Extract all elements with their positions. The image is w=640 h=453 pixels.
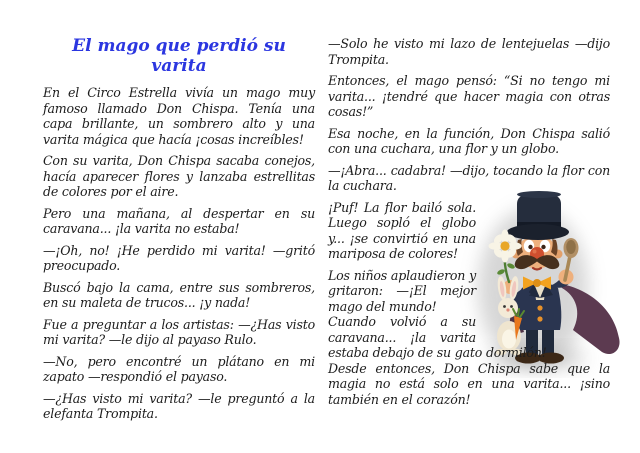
left-column <box>43 36 315 428</box>
right-paragraph-3: Esa noche, en la función, Don Chispa salió con una cuchara, una flor y un globo. <box>328 125 610 156</box>
left-paragraph-3: Pero una mañana, al despertar en su caravana... ¡la varita no estaba! <box>43 205 315 236</box>
right-paragraph-7: Cuando volvió a su caravana... ¡la varita estaba debajo de su gato dormilón! <box>328 314 547 360</box>
right-paragraph-6: Los niños aplaudieron y gritaron: —¡El mejor mago del mundo! <box>328 267 476 314</box>
button <box>537 305 542 310</box>
left-paragraph-5: Buscó bajo la cama, entre sus sombreros, en su maleta de trucos... ¡y nada! <box>43 279 315 310</box>
magician-illustration <box>482 200 610 356</box>
story-title: El mago que perdió su varita <box>72 36 286 76</box>
right-paragraph-8: Desde entonces, Don Chispa sabe que la magia no está solo en una varita... ¡sino también en el corazón! <box>328 360 610 407</box>
left-paragraph-2: Con su varita, Don Chispa sacaba conejos, hacía aparecer flores y lanzaba estrellitas de colores por el aire. <box>43 153 315 199</box>
left-paragraph-7: —No, pero encontré un plátano en mi zapato —respondió el payaso. <box>43 353 315 384</box>
left-paragraph-1: En el Circo Estrella vivía un mago muy famoso llamado Don Chispa. Tenía una capa brillante, un sombrero alto y una varita mágica que hacía ¡cosas increíbles! <box>43 85 315 147</box>
button <box>537 316 542 321</box>
right-paragraph-2: Entonces, el mago pensó: “Si no tengo mi varita... ¡tendré que hacer magia con otras cosas!” <box>328 73 610 119</box>
right-paragraph-1: —Solo he visto mi lazo de lentejuelas —dijo Trompita. <box>328 36 610 67</box>
magician-face <box>512 235 563 269</box>
right-paragraph-5: ¡Puf! La flor bailó sola. Luego sopló el globo y... ¡se convirtió en una mariposa de colores! <box>328 199 476 261</box>
left-paragraph-6: Fue a preguntar a los artistas: —¿Has visto mi varita? —le dijo al payaso Rulo. <box>43 316 315 347</box>
right-paragraph-4: —¡Abra... cadabra! —dijo, tocando la flor con la cuchara. <box>328 162 610 193</box>
left-paragraph-4: —¡Oh, no! ¡He perdido mi varita! —gritó preocupado. <box>43 242 315 273</box>
left-paragraph-8: —¿Has visto mi varita? —le preguntó a la elefanta Trompita. <box>43 390 315 421</box>
right-column <box>328 36 610 407</box>
